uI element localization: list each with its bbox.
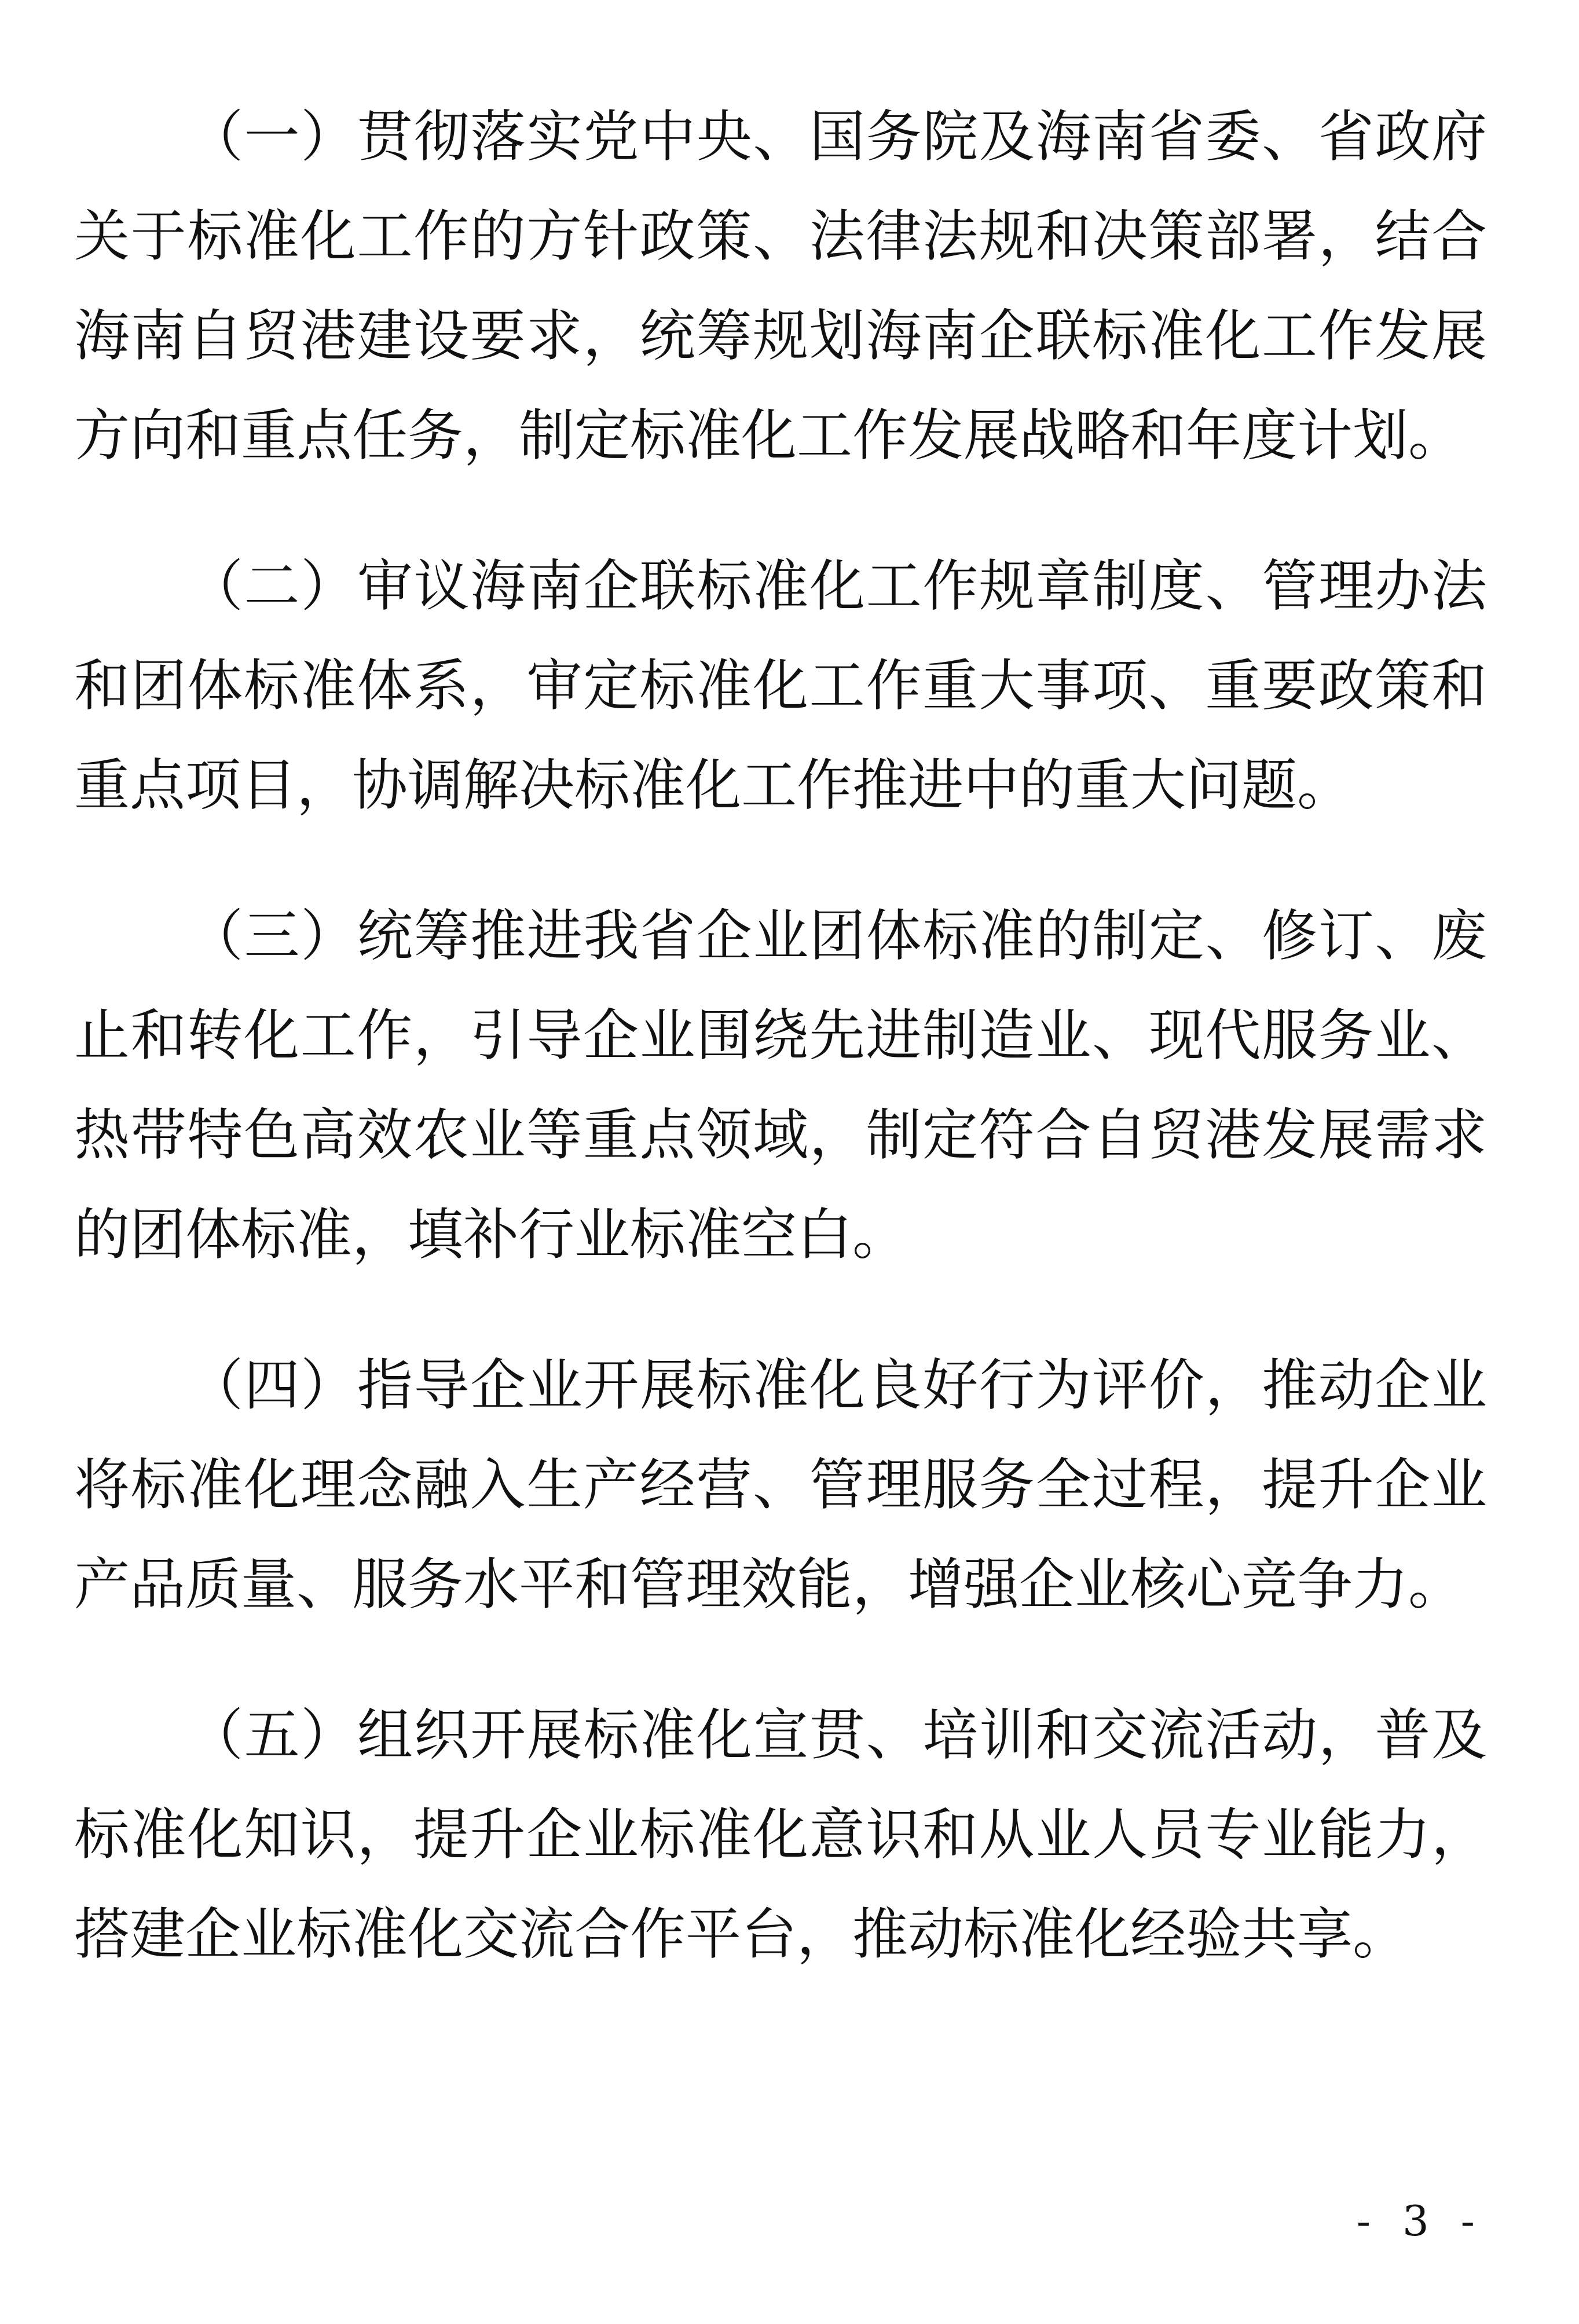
document-body — [74, 87, 1487, 2035]
page-number: - 3 - — [1356, 2197, 1484, 2245]
paragraph-3: （三）统筹推进我省企业团体标准的制定、修订、废止和转化工作，引导企业围绕先进制造业、现代服务业、热带特色高效农业等重点领域，制定符合自贸港发展需求的团体标准，填补行业标准空白。 — [74, 903, 1487, 1267]
paragraph-1: （一）贯彻落实党中央、国务院及海南省委、省政府关于标准化工作的方针政策、法律法规和决策部署，结合海南自贸港建设要求，统筹规划海南企联标准化工作发展方向和重点任务，制定标准化工作发展战略和年度计划。 — [74, 104, 1487, 468]
paragraph-4: （四）指导企业开展标准化良好行为评价，推动企业将标准化理念融入生产经营、管理服务全过程，提升企业产品质量、服务水平和管理效能，增强企业核心竞争力。 — [74, 1353, 1487, 1617]
paragraph-5: （五）组织开展标准化宣贯、培训和交流活动，普及标准化知识，提升企业标准化意识和从业人员专业能力，搭建企业标准化交流合作平台，推动标准化经验共享。 — [74, 1703, 1487, 1967]
paragraph-2: （二）审议海南企联标准化工作规章制度、管理办法和团体标准体系，审定标准化工作重大事项、重要政策和重点项目，协调解决标准化工作推进中的重大问题。 — [74, 554, 1487, 818]
